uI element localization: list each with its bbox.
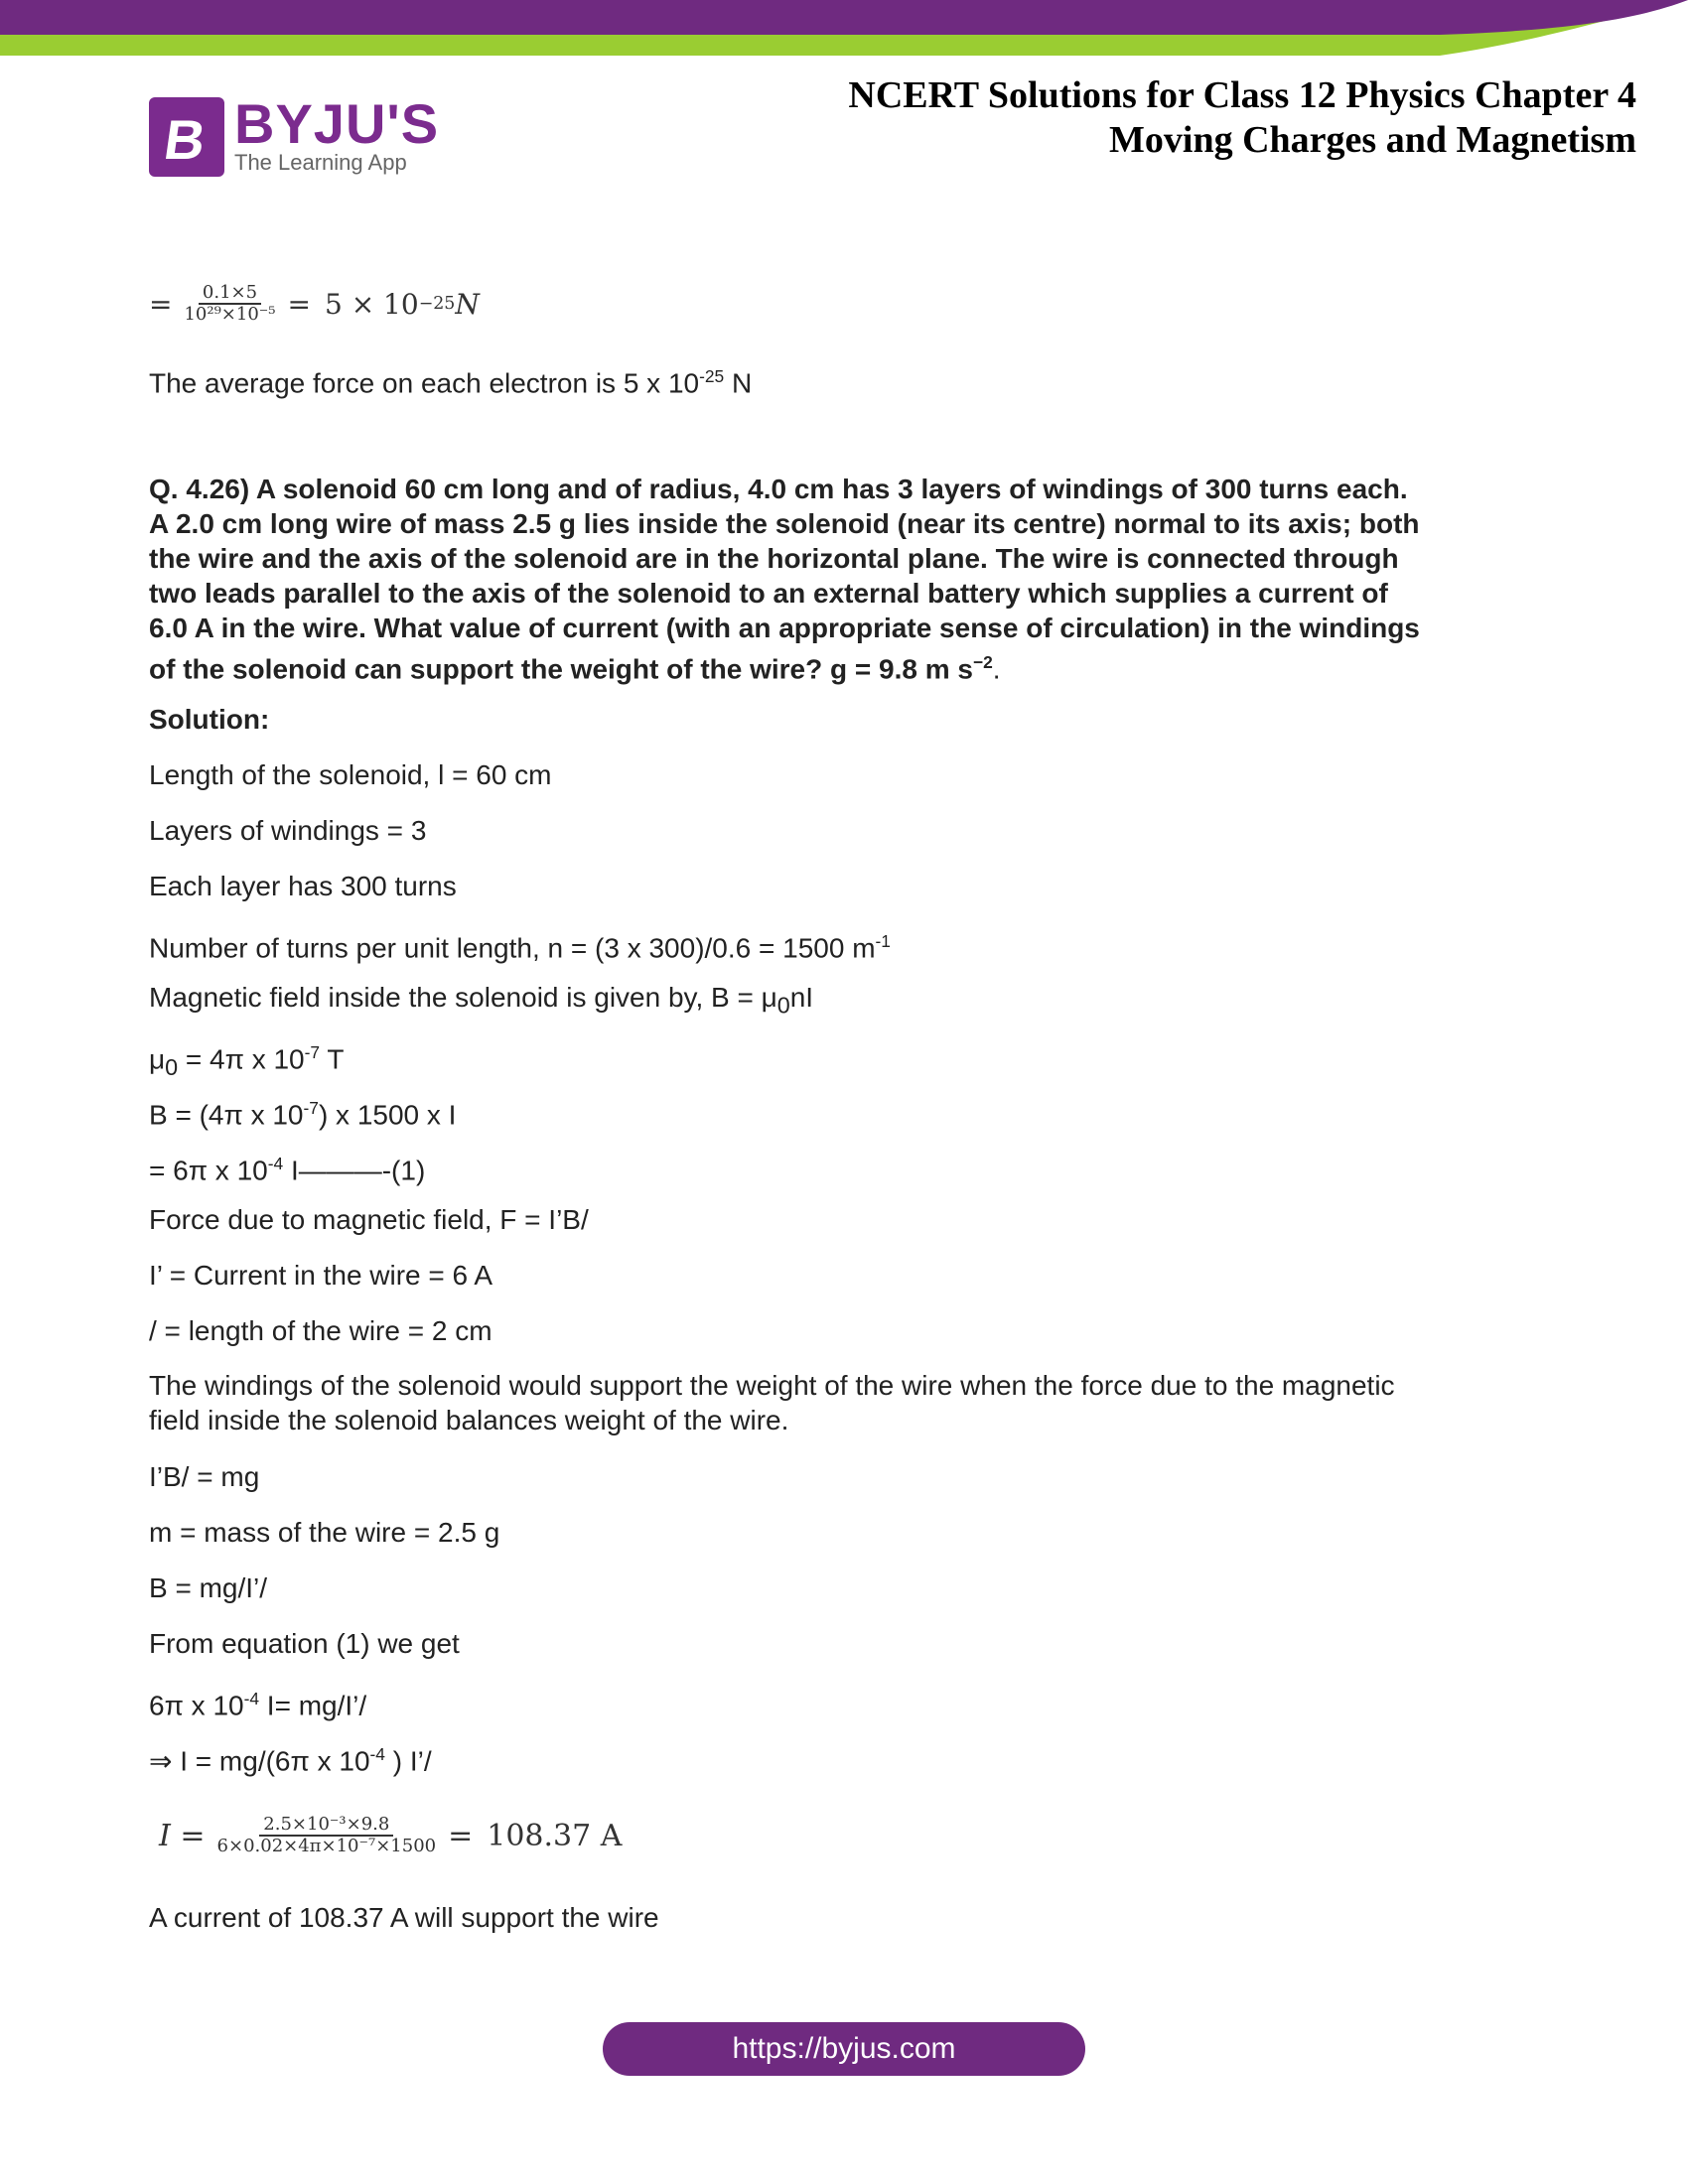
equation-current: I = $\frac{\text{2.5×10⁻³×9.8}}{\text{6×0.02×4π×10⁻⁷×1500}}$ = 108.37 A xyxy=(159,1814,623,1856)
conclusion: A current of 108.37 A will support the wire xyxy=(149,1902,659,1933)
logo-icon: B xyxy=(149,97,224,177)
header-banner xyxy=(0,0,1688,60)
logo-name: BYJU'S xyxy=(234,92,440,155)
solution-heading: Solution: xyxy=(149,704,270,735)
average-force-text: The average force on each electron is 5 x $10^{-25}$ N xyxy=(149,366,753,399)
document-title: NCERT Solutions for Class 12 Physics Chapter 4 Moving Charges and Magnetism xyxy=(848,74,1636,161)
equation-force: = $\frac{0.1\times 5}{\text{10²⁹×10⁻⁵}}$ = 5 × 10 −25 N xyxy=(149,282,480,325)
website-link-button[interactable]: https://byjus.com xyxy=(603,2022,1085,2076)
logo-tagline: The Learning App xyxy=(234,150,407,175)
byjus-logo xyxy=(149,92,440,177)
